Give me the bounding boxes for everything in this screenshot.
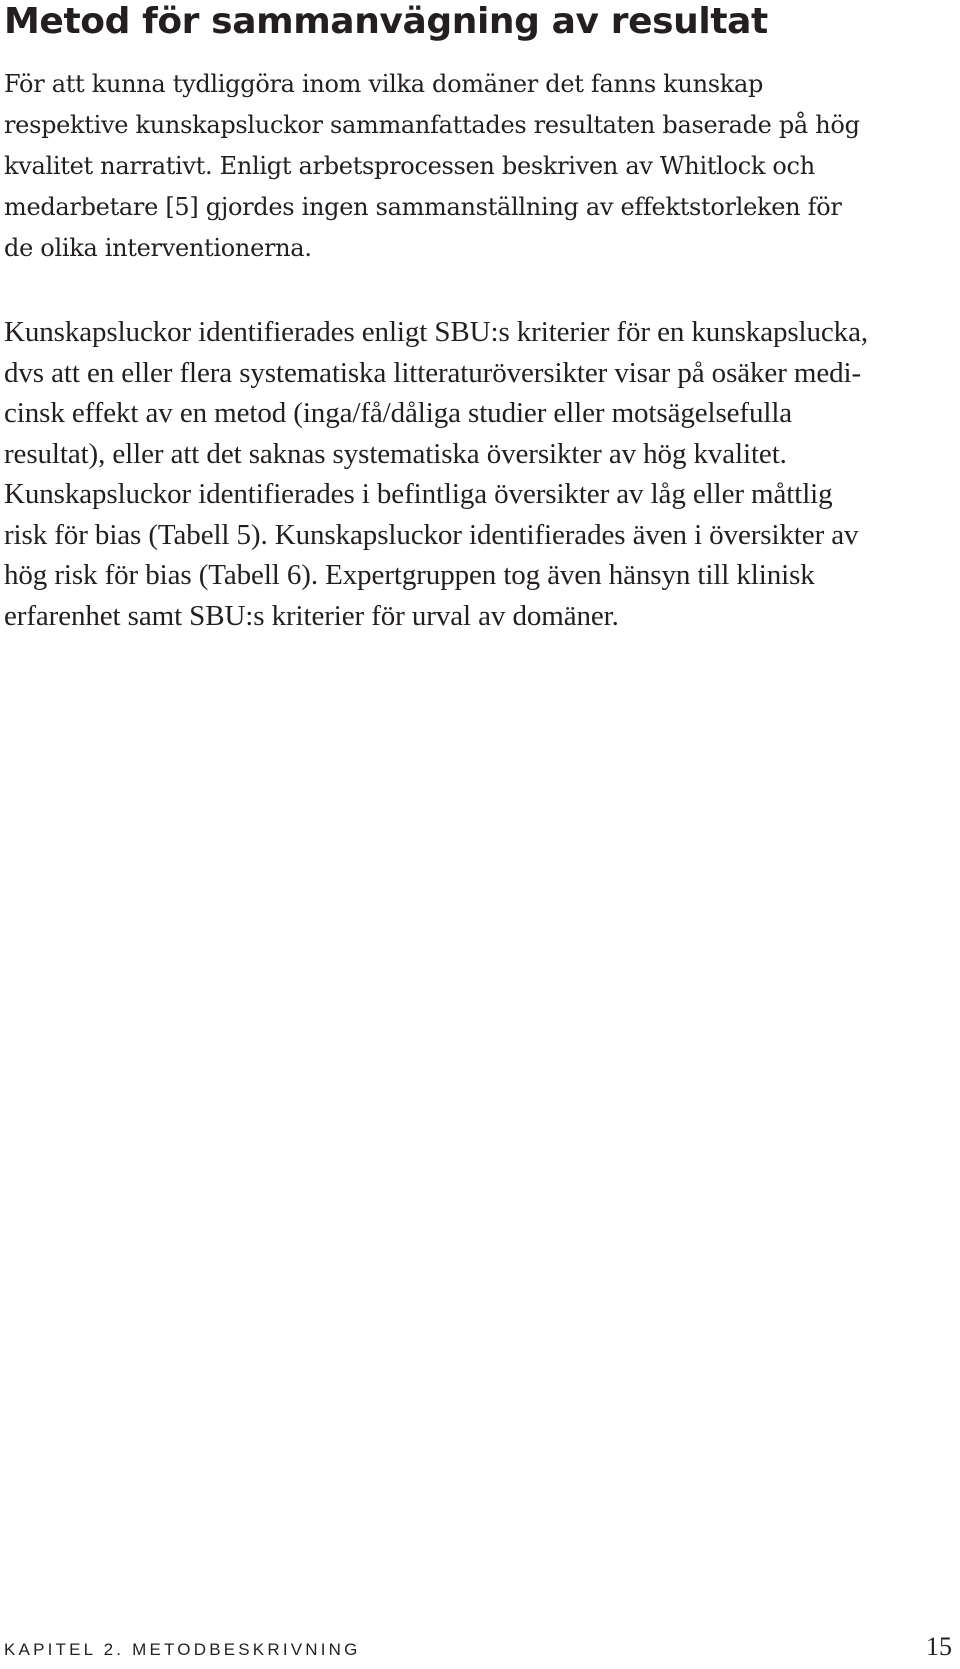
paragraph-line: kvalitet narrativt. Enligt arbetsprocessen beskriven av Whitlock och <box>4 152 815 180</box>
chapter-footer: KAPITEL 2. METODBESKRIVNING <box>4 1640 361 1659</box>
paragraph-line: resultat), eller att det saknas systematiska översikter av hög kvalitet. <box>4 437 787 470</box>
paragraph-line: dvs att en eller flera systematiska litteraturöversikter visar på osäker medi- <box>4 356 862 389</box>
page-number: 15 <box>926 1632 952 1661</box>
page-title: Metod för sammanvägning av resultat <box>4 1 768 42</box>
paragraph-line: hög risk för bias (Tabell 6). Expertgruppen tog även hänsyn till klinisk <box>4 559 815 591</box>
paragraph-line: Kunskapsluckor identifierades enligt SBU:s kriterier för en kunskapslucka, <box>4 316 869 348</box>
paragraph-line: de olika interventionerna. <box>4 234 312 262</box>
paragraph-line: För att kunna tydliggöra inom vilka domäner det fanns kunskap <box>4 70 764 98</box>
intro-paragraph <box>4 64 948 269</box>
paragraph-line: respektive kunskapsluckor sammanfattades resultaten baserade på hög <box>4 111 860 139</box>
paragraph-line: risk för bias (Tabell 5). Kunskapsluckor identifierades även i översikter av <box>4 518 859 551</box>
paragraph-line: cinsk effekt av en metod (inga/få/dåliga studier eller motsägelsefulla <box>4 397 793 429</box>
paragraph-line: Kunskapsluckor identifierades i befintliga översikter av låg eller måttlig <box>4 478 833 510</box>
paragraph-line: erfarenhet samt SBU:s kriterier för urval av domäner. <box>4 599 619 632</box>
paragraph-line: medarbetare [5] gjordes ingen sammanställning av effektstorleken för <box>4 193 842 221</box>
knowledge-gaps-paragraph <box>4 312 954 636</box>
